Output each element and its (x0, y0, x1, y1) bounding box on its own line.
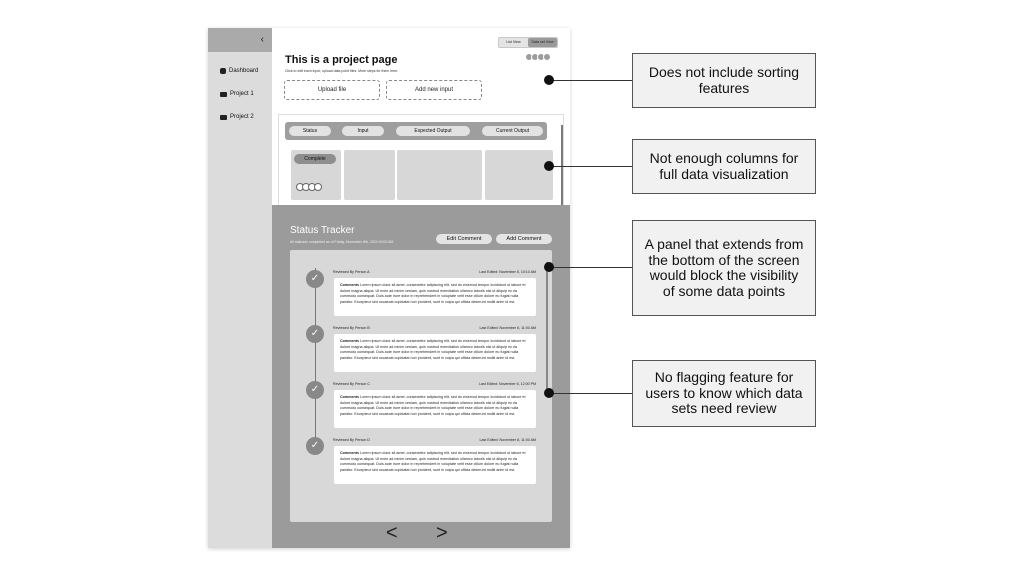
callout-line (550, 166, 632, 167)
reviewer-label: Reviewed By Person A (333, 270, 370, 274)
status-tracker-panel (272, 205, 570, 548)
callout-dot (544, 262, 554, 272)
upload-file-button[interactable]: Upload file (284, 80, 380, 100)
folder-icon (220, 115, 227, 120)
annotation-sorting: Does not include sorting features (632, 53, 816, 108)
next-page-icon[interactable]: > (436, 522, 448, 544)
sidebar-item-label: Dashboard (229, 68, 259, 74)
sidebar (208, 28, 272, 548)
sidebar-item-label: Project 2 (230, 114, 254, 120)
app-frame (208, 28, 570, 548)
dashboard-icon (220, 68, 226, 74)
table-scrollbar[interactable] (561, 125, 563, 205)
comment-heading: Comments (340, 339, 360, 343)
column-header-expected-output[interactable]: Expected Output (396, 126, 470, 136)
callout-dot (544, 388, 554, 398)
annotation-panel-visibility: A panel that extends from the bottom of the screen would block the visibility of some data points (632, 220, 816, 316)
callout-dot (544, 161, 554, 171)
sidebar-item-label: Project 1 (230, 91, 254, 97)
page-subtitle: Click to edit each input, upload data point files. More steps for them here. (285, 69, 399, 73)
callout-line (550, 267, 632, 268)
main-content (272, 28, 570, 548)
comment-card[interactable] (334, 446, 536, 484)
last-edited-label: Last Edited: November 6, 11:00 AM (479, 326, 536, 330)
view-toggle (498, 37, 558, 48)
add-new-input-button[interactable]: Add new input (386, 80, 482, 100)
last-edited-label: Last Edited: November 6, 12:00 PM (479, 382, 536, 386)
collapse-sidebar-icon[interactable]: ‹ (260, 34, 264, 45)
assignee-avatars (296, 183, 322, 191)
table-cell-status[interactable] (291, 150, 341, 200)
table-cell-current-output[interactable] (485, 150, 553, 200)
timeline-line (315, 268, 316, 448)
collaborator-avatars (525, 53, 551, 61)
edit-comment-button[interactable]: Edit Comment (436, 234, 492, 244)
avatar (314, 183, 322, 191)
comment-text: Lorem ipsum dolor sit amet, consectetur adipiscing elit, sed do eiusmod tempor incididunt ut labore et dolore magna aliqua. Ut enim ad minim veniam, quis nostrud exercitation ullamco laboris nisi ut aliquip ex ea commodo consequat. Duis aute irure dolor in reprehenderit in voluptate velit esse cillum dolore eu fugiat nulla pariatur. Excepteur sint occaecat cupidatat non proident, sunt in culpa qui officia deserunt mollit anim id est. (340, 339, 526, 360)
data-set-view-toggle[interactable]: Data set View (528, 38, 557, 47)
sidebar-item-project-2[interactable] (220, 114, 254, 120)
table-cell-expected-output[interactable] (397, 150, 482, 200)
comments-scrollbar[interactable] (546, 262, 548, 394)
check-icon: ✓ (306, 270, 324, 288)
callout-line (550, 80, 632, 81)
sidebar-header (208, 28, 272, 52)
check-icon: ✓ (306, 325, 324, 343)
last-edited-label: Last Edited: November 5, 10:10 AM (479, 270, 536, 274)
sidebar-item-project-1[interactable] (220, 91, 254, 97)
comment-text: Lorem ipsum dolor sit amet, consectetur adipiscing elit, sed do eiusmod tempor incididunt ut labore et dolore magna aliqua. Ut enim ad minim veniam, quis nostrud exercitation ullamco laboris nisi ut aliquip ex ea commodo consequat. Duis aute irure dolor in reprehenderit in voluptate velit esse cillum dolore eu fugiat nulla pariatur. Excepteur sint occaecat cupidatat non proident, sunt in culpa qui officia deserunt mollit anim id est. (340, 283, 526, 304)
comment-card[interactable] (334, 278, 536, 316)
tracker-subtitle: All statuses completed as of Friday, November 8th, 2024 00:00 AM (290, 240, 394, 244)
tracker-title: Status Tracker (290, 225, 355, 236)
last-edited-label: Last Edited: November 8, 11:00 AM (479, 438, 536, 442)
comment-text: Lorem ipsum dolor sit amet, consectetur adipiscing elit, sed do eiusmod tempor incididunt ut labore et dolore magna aliqua. Ut enim ad minim veniam, quis nostrud exercitation ullamco laboris nisi ut aliquip ex ea commodo consequat. Duis aute irure dolor in reprehenderit in voluptate velit esse cillum dolore eu fugiat nulla pariatur. Excepteur sint occaecat cupidatat non proident, sunt in culpa qui officia deserunt mollit anim id est. (340, 451, 526, 472)
annotation-flagging: No flagging feature for users to know which data sets need review (632, 360, 816, 427)
callout-dot (544, 75, 554, 85)
comment-card[interactable] (334, 334, 536, 372)
column-header-status[interactable]: Status (289, 126, 331, 136)
column-header-input[interactable]: Input (342, 126, 384, 136)
check-icon: ✓ (306, 437, 324, 455)
comment-heading: Comments (340, 395, 360, 399)
reviewer-label: Reviewed By Person D (333, 438, 370, 442)
status-badge: Complete (294, 154, 336, 164)
comment-text: Lorem ipsum dolor sit amet, consectetur adipiscing elit, sed do eiusmod tempor incididunt ut labore et dolore magna aliqua. Ut enim ad minim veniam, quis nostrud exercitation ullamco laboris nisi ut aliquip ex ea commodo consequat. Duis aute irure dolor in reprehenderit in voluptate velit esse cillum dolore eu fugiat nulla pariatur. Excepteur sint occaecat cupidatat non proident, sunt in culpa qui officia deserunt mollit anim id est. (340, 395, 526, 416)
check-icon: ✓ (306, 381, 324, 399)
comment-card[interactable] (334, 390, 536, 428)
table-cell-input[interactable] (344, 150, 395, 200)
reviewer-label: Reviewed By Person C (333, 382, 370, 386)
sidebar-item-dashboard[interactable] (220, 68, 258, 74)
table-header (285, 122, 547, 140)
column-header-current-output[interactable]: Current Output (482, 126, 543, 136)
add-comment-button[interactable]: Add Comment (496, 234, 552, 244)
comment-heading: Comments (340, 451, 360, 455)
page-title: This is a project page (285, 54, 398, 66)
folder-icon (220, 92, 227, 97)
avatar (543, 53, 551, 61)
previous-page-icon[interactable]: < (386, 522, 398, 544)
annotation-columns: Not enough columns for full data visualization (632, 139, 816, 194)
callout-line (550, 393, 632, 394)
comments-panel (290, 250, 552, 522)
comment-heading: Comments (340, 283, 360, 287)
list-view-toggle[interactable]: List View (506, 40, 521, 44)
reviewer-label: Reviewed By Person B (333, 326, 370, 330)
